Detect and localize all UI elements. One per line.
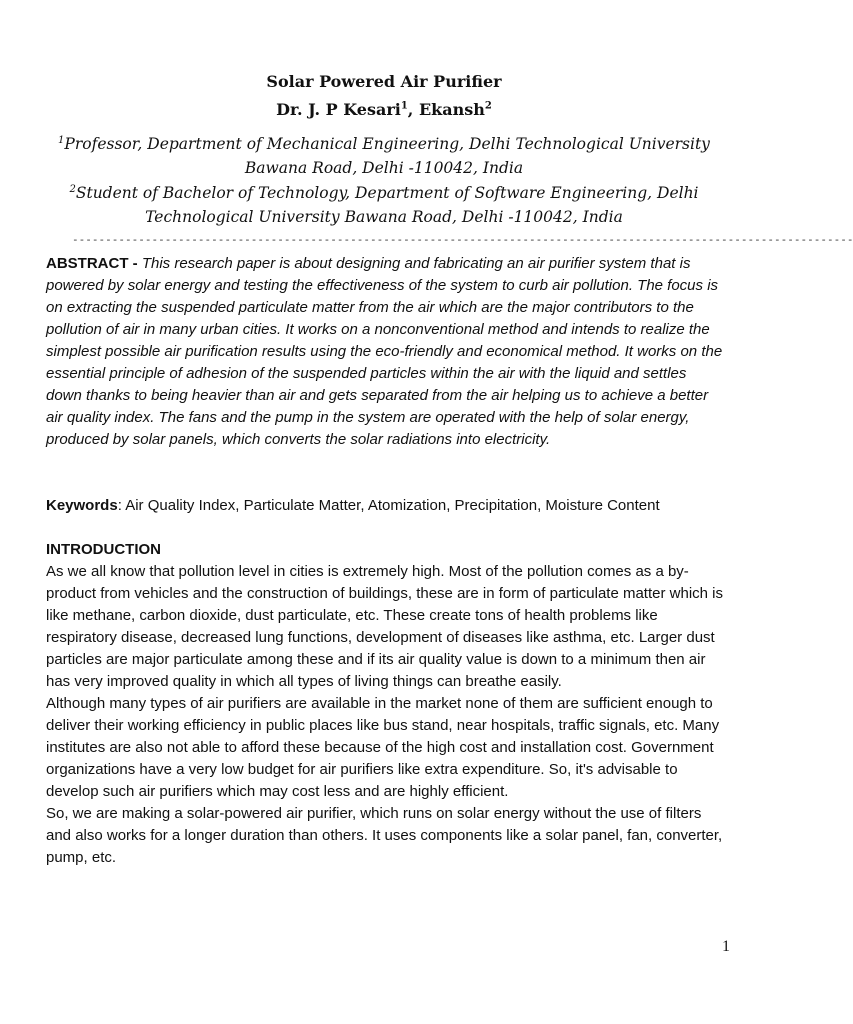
author-name: Ekansh: [418, 100, 485, 119]
affiliation-line: Technological University Bawana Road, Delhi -110042, India: [145, 208, 623, 226]
keywords-line: [46, 495, 726, 517]
affiliation-1: [40, 132, 728, 180]
keywords-text: Air Quality Index, Particulate Matter, Atomization, Precipitation, Moisture Content: [125, 497, 660, 514]
author-superscript: 1: [400, 100, 408, 112]
keywords-separator: :: [117, 497, 126, 514]
abstract-text: This research paper is about designing and fabricating an air purifier system that is powered by solar energy and testing the effectiveness of the system to curb air pollution. The focus is on extracting the suspended particulate matter from the air which are the major contributors to the pollution of air in many urban cities. It works on a nonconventional method and intends to realize the simplest possible air purification results using the eco-friendly and economical method. It works on the essential principle of adhesion of the suspended particles within the air with the liquid and settles down thanks to being heavier than air and gets separated from the air helping us to achieve a better air quality index. The fans and the pump in the system are operated with the help of solar energy, produced by solar panels, which converts the solar radiations into electricity.: [46, 255, 723, 448]
page-number: 1: [722, 938, 730, 955]
keywords-label: Keywords: [46, 497, 118, 514]
author-separator: ,: [407, 100, 419, 119]
section-divider: ----------------------------------------------------------------------------------------------------------------------: [72, 233, 853, 246]
affiliation-line: Bawana Road, Delhi -110042, India: [244, 159, 524, 177]
abstract-label: ABSTRACT -: [46, 255, 142, 272]
author-superscript: 2: [484, 100, 492, 112]
introduction-paragraph: As we all know that pollution level in cities is extremely high. Most of the pollution comes as a by-product from vehicles and the construction of buildings, these are in form of particulate matter which is like methane, carbon dioxide, dust particulate, etc. These create tons of health problems like respiratory disease, decreased lung functions, development of diseases like asthma, etc. Larger dust particles are major particulate among these and if its air quality value is down to a minimum then air has very improved quality in which all types of living things can breathe easily.: [46, 563, 723, 690]
section-heading-introduction: INTRODUCTION: [46, 541, 161, 558]
affiliation-line: [40, 132, 728, 156]
author-name: Dr. J. P Kesari: [276, 100, 401, 119]
affiliation-superscript: 2: [69, 183, 76, 195]
affiliation-superscript: 1: [58, 134, 65, 146]
introduction-paragraph: Although many types of air purifiers are available in the market none of them are sufficient enough to deliver their working efficiency in public places like bus stand, near hospitals, traffic signals, etc. Many institutes are also not able to afford these because of the high cost and installation cost. Government organizations have a very low budget for air purifiers like extra expenditure. So, it's advisable to develop such air purifiers which may cost less and are highly efficient.: [46, 695, 720, 800]
affiliation-text: Student of Bachelor of Technology, Department of Software Engineering, Delhi: [75, 184, 699, 202]
author-line: [40, 98, 728, 122]
affiliation-line: [40, 181, 728, 205]
introduction-paragraph: So, we are making a solar-powered air purifier, which runs on solar energy without the use of filters and also works for a longer duration than others. It uses components like a solar panel, fan, converter, pump, etc.: [46, 805, 723, 866]
affiliation-text: Professor, Department of Mechanical Engineering, Delhi Technological University: [64, 135, 710, 153]
introduction-body: [46, 561, 726, 869]
paper-title: Solar Powered Air Purifier: [266, 72, 502, 91]
abstract-paragraph: [46, 253, 726, 451]
affiliation-2: [40, 181, 728, 229]
